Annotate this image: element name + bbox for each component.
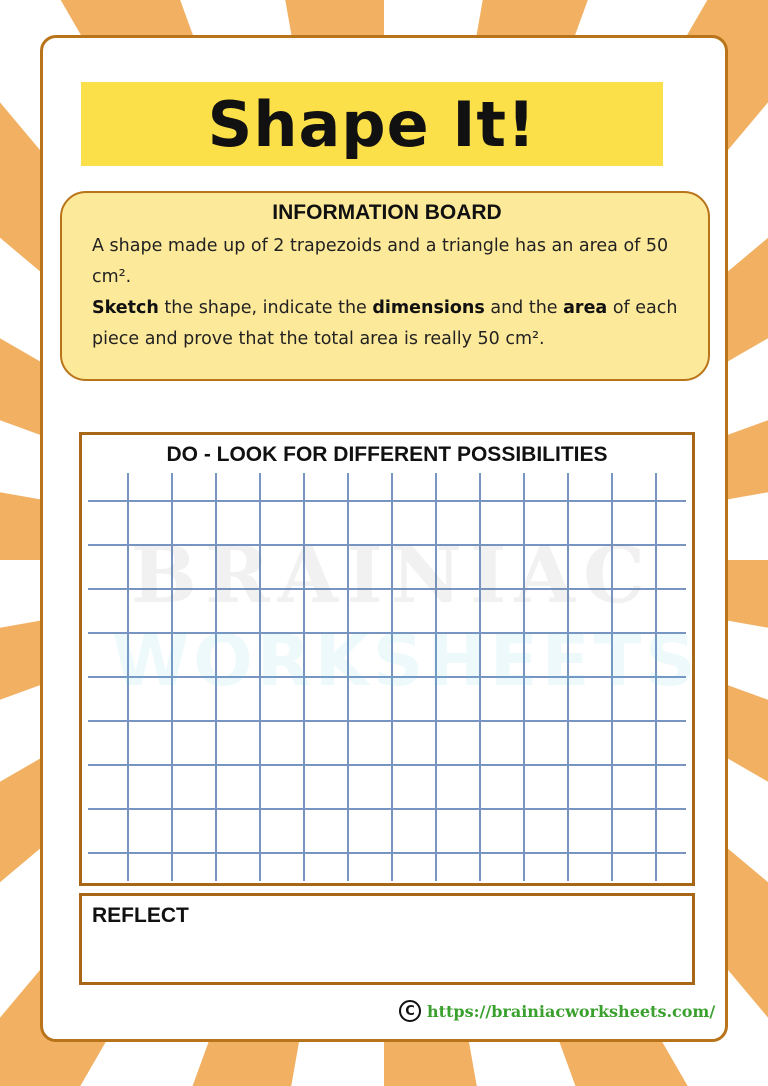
page-title: Shape It! xyxy=(207,87,537,161)
reflect-section[interactable] xyxy=(79,893,695,985)
keyword-dimensions: dimensions xyxy=(372,298,485,318)
keyword-area: area xyxy=(563,298,608,318)
keyword-sketch: Sketch xyxy=(92,298,159,318)
watermark-worksheets: WORKSHEETS xyxy=(112,620,700,702)
watermark-brainiac: BRAINIAC xyxy=(130,530,654,621)
information-board-line-2 xyxy=(92,293,682,355)
do-section xyxy=(79,432,700,886)
information-board xyxy=(60,191,710,381)
website-link[interactable]: https://brainiacworksheets.com/ xyxy=(427,1001,716,1021)
footer xyxy=(399,1000,715,1022)
instruction-text-1: the shape, indicate the xyxy=(158,298,373,318)
information-board-heading: INFORMATION BOARD xyxy=(272,201,502,224)
worksheet-card xyxy=(40,35,728,1042)
instruction-text-3: of each piece and prove that the total area is really 50 cm². xyxy=(92,298,678,349)
information-board-line-1: A shape made up of 2 trapezoids and a triangle has an area of 50 cm². xyxy=(92,236,669,287)
grid-drawing-area[interactable] xyxy=(82,473,700,883)
instruction-text-2: and the xyxy=(484,298,564,318)
do-section-heading: DO - LOOK FOR DIFFERENT POSSIBILITIES xyxy=(166,443,608,466)
reflect-label: REFLECT xyxy=(92,904,189,927)
copyright-icon: C xyxy=(399,1000,421,1022)
